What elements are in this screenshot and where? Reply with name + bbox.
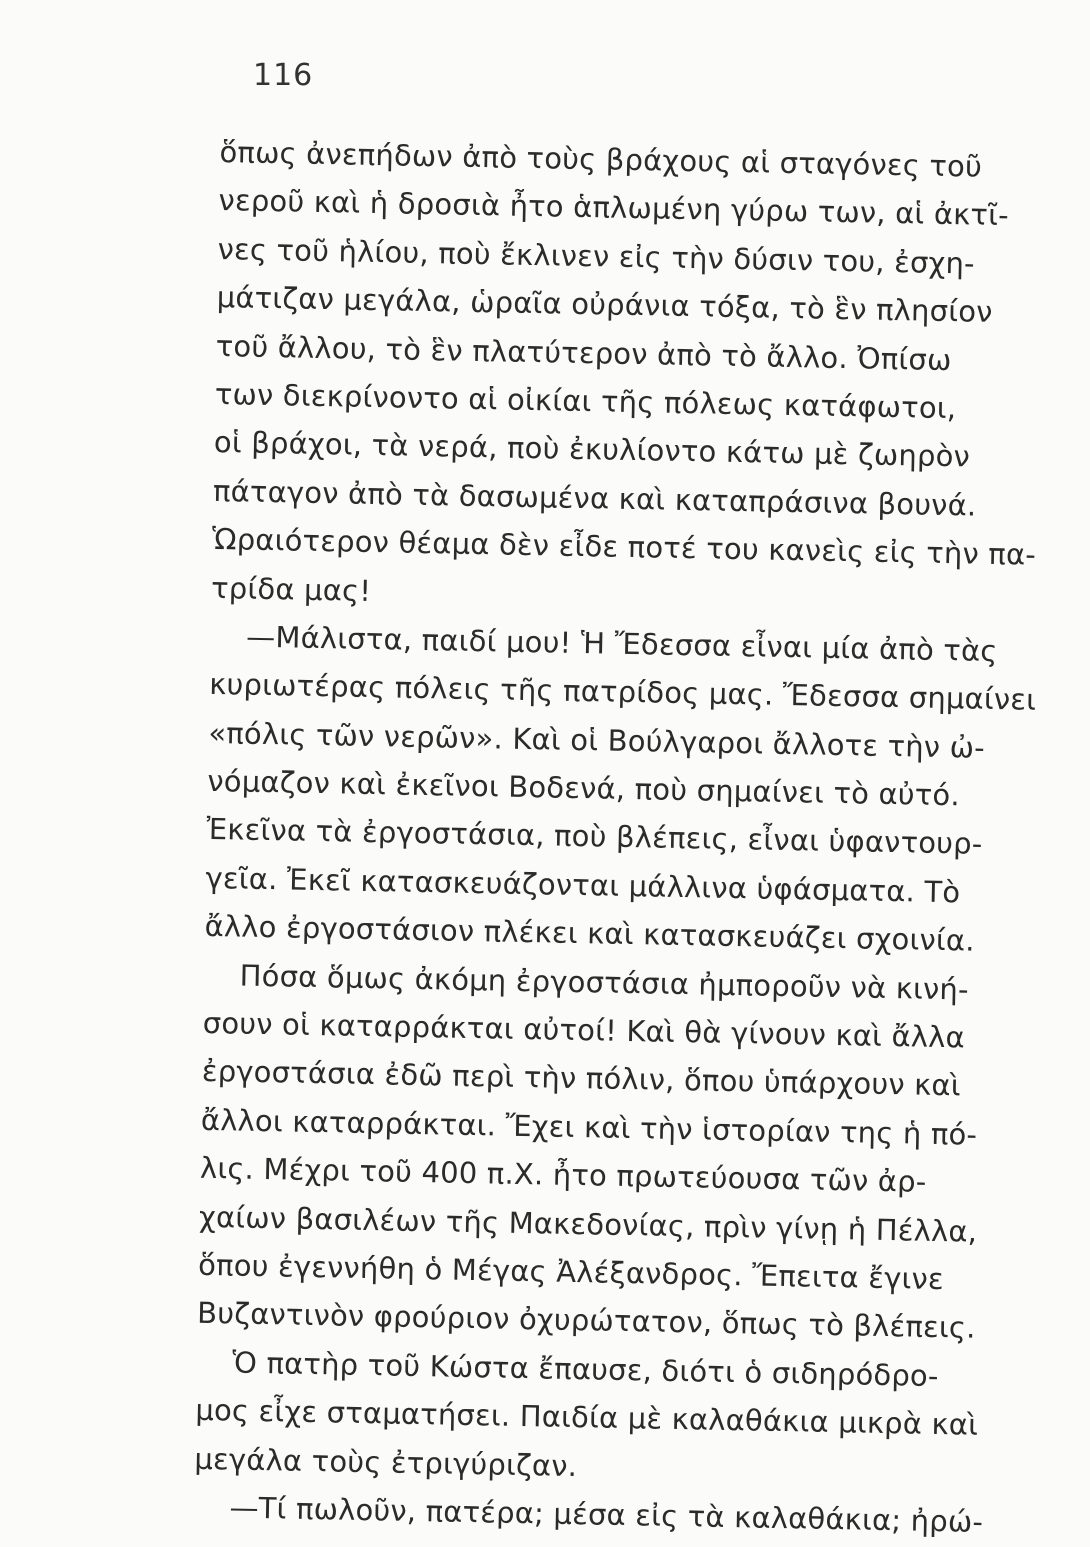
text-line: ὅπου ἐγεννήθη ὁ Μέγας Ἀλέξανδρος. Ἔπειτα ἔγινε [197,1247,945,1297]
text-line: πάταγον ἀπὸ τὰ δασωμένα καὶ καταπράσινα βουνά. [212,473,977,523]
text-line: Ἐκεῖνα τὰ ἐργοστάσια, ποὺ βλέπεις, εἶναι ὑφαντουρ- [206,812,983,862]
text-line: μεγάλα τοὺς ἐτριγύριζαν. [194,1441,578,1483]
text-line: —Τί πωλοῦν, πατέρα; μέσα εἰς τὰ καλαθάκια; ἠρώ- [229,1490,984,1539]
text-line: Βυζαντινὸν φρούριον ὀχυρώτατον, ὅπως τὸ βλέπεις. [196,1296,976,1346]
text-line: σουν οἱ καταρράκται αὐτοί! Καὶ θὰ γίνουν καὶ ἄλλα [202,1005,966,1055]
text-line: ὅπως ἀνεπήδων ἀπὸ τοὺς βράχους αἱ σταγόνες τοῦ [219,134,983,184]
text-line: νες τοῦ ἡλίου, ποὺ ἔκλινεν εἰς τὴν δύσιν του, ἐσχη- [217,231,976,281]
text-line: μος εἶχε σταματήσει. Παιδία μὲ καλαθάκια μικρὰ καὶ [195,1392,979,1442]
text-line: τοῦ ἄλλου, τὸ ἓν πλατύτερον ἀπὸ τὸ ἄλλο. Ὀπίσω [215,328,952,377]
text-line: —Μάλιστα, παιδί μου! Ἡ Ἔδεσσα εἶναι μία ἀπὸ τὰς [245,619,998,668]
text-line: Ὁ πατὴρ τοῦ Κώστα ἔπαυσε, διότι ὁ σιδηρόδρο- [231,1345,939,1393]
text-line: μάτιζαν μεγάλα, ὡραῖα οὐράνια τόξα, τὸ ἓν πλησίον [216,280,993,330]
text-line: Πόσα ὅμως ἀκόμη ἐργοστάσια ἠμποροῦν νὰ κινή- [239,958,970,1007]
text-line: λις. Μέχρι τοῦ 400 π.Χ. ἦτο πρωτεύουσα τῶν ἀρ- [199,1151,927,1199]
text-line: «πόλις τῶν νερῶν». Καὶ οἱ Βούλγαροι ἄλλοτε τὴν ὠ- [208,715,986,765]
text-line: νόμαζον καὶ ἐκεῖνοι Βοδενά, ποὺ σημαίνει τὸ αὐτό. [207,763,961,813]
text-line: ἐργοστάσια ἐδῶ περὶ τὴν πόλιν, ὅπου ὑπάρχουν καὶ [201,1054,962,1103]
text-line: νεροῦ καὶ ἡ δροσιὰ ἦτο ἁπλωμένη γύρω των, αἱ ἀκτῖ- [218,183,1010,233]
text-line: οἱ βράχοι, τὰ νερά, ποὺ ἐκυλίοντο κάτω μὲ ζωηρὸν [213,425,971,474]
body-text [193,128,1037,1546]
text-line: των διεκρίνοντο αἱ οἰκίαι τῆς πόλεως κατάφωτοι, [214,376,957,426]
text-line: τρίδα μας! [210,570,372,608]
text-line: ἄλλοι καταρράκται. Ἔχει καὶ τὴν ἱστορίαν της ἡ πό- [200,1102,978,1152]
text-line: Ὡραιότερον θέαμα δὲν εἶδε ποτέ του κανεὶς εἰς τὴν πα- [211,522,1037,572]
text-line: χαίων βασιλέων τῆς Μακεδονίας, πρὶν γίνῃ ἡ Πέλλα, [198,1199,978,1249]
text-line: κυριωτέρας πόλεις τῆς πατρίδος μας. Ἔδεσσα σημαίνει [208,667,1037,718]
page-number: 116 [253,58,314,93]
text-line: γεῖα. Ἐκεῖ κατασκευάζονται μάλλινα ὑφάσματα. Τὸ [205,860,961,910]
text-line: ἄλλο ἐργοστάσιον πλέκει καὶ κατασκευάζει σχοινία. [204,909,976,958]
